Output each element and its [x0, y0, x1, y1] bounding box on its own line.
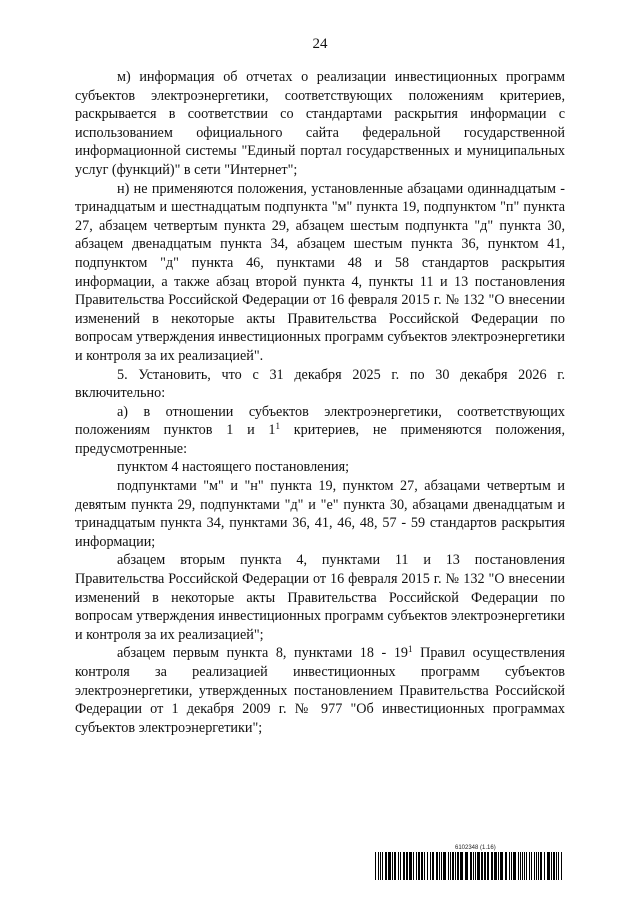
paragraph-a-text-1: а) в отношении субъектов электроэнергетики, соответствующих положениям пунктов 1 и 1: [75, 403, 565, 439]
paragraph-point-4: пунктом 4 настоящего постановления;: [117, 459, 350, 476]
document-body: [75, 68, 565, 737]
paragraph-m: м) информация об отчетах о реализации инвестиционных программ субъектов электроэнергетики, соответствующих положениям критериев, раскрывается в соответствии со стандартами раскрытия информации с использованием официального сайта федеральной государственной информационной системы "Единый портал государственных и муниципальных услуг (функций)" в сети "Интернет";: [75, 69, 565, 178]
paragraph-item-5: 5. Установить, что с 31 декабря 2025 г. по 30 декабря 2026 г. включительно:: [75, 366, 565, 402]
barcode-label: 6102348 (1.16): [455, 845, 496, 851]
paragraph-abzac-1: [75, 644, 565, 737]
superscript-2: 1: [408, 644, 413, 655]
paragraph-abzac-2: абзацем вторым пункта 4, пунктами 11 и 13 постановления Правительства Российской Федерации от 16 февраля 2015 г. № 132 "О внесении изменений в некоторые акты Правительства Российской Федерации по вопросам утверждения инвестиционных программ субъектов электроэнергетики и контроля за их реализацией";: [75, 552, 565, 643]
page-number: 24: [312, 36, 328, 52]
paragraph-n: н) не применяются положения, установленные абзацами одиннадцатым - тринадцатым и шестнадцатым подпункта "м" пункта 19, подпунктом "п" пункта 27, абзацем четвертым пункта 29, абзацем шестым подпункта "д" пункта 30, абзацем двенадцатым пункта 34, абзацем шестым пункта 36, пунктом 41, подпунктом "д" пункта 46, пунктами 48 и 58 стандартов раскрытия информации, а также абзац второй пункта 4, пункты 11 и 13 постановления Правительства Российской Федерации от 16 февраля 2015 г. № 132 "О внесении изменений в некоторые акты Правительства Российской Федерации по вопросам утверждения инвестиционных программ субъектов электроэнергетики и контроля за их реализацией".: [75, 180, 565, 364]
barcode-icon: [375, 852, 565, 880]
paragraph-subpoints: подпунктами "м" и "н" пункта 19, пунктом 27, абзацами четвертым и девятым пункта 29, подпунктами "д" и "е" пункта 30, абзацами двенадцатым и тринадцатым пункта 34, пунктами 36, 41, 46, 48, 57 - 59 стандартов раскрытия информации;: [75, 478, 565, 550]
paragraph-a-text-2: критериев, не применяются положения, предусмотренные:: [75, 422, 565, 457]
superscript-1: 1: [275, 421, 281, 432]
paragraph-a: [75, 403, 565, 459]
paragraph-last-text-1: абзацем первым пункта 8, пунктами 18 - 19: [117, 645, 409, 662]
paragraph-last-text-2: Правил осуществления контроля за реализацией инвестиционных программ субъектов электроэнергетики, утвержденных постановлением Правительства Российской Федерации от 1 декабря 2009 г. № 977 "Об инвестиционных программах субъектов электроэнергетики";: [75, 645, 565, 736]
